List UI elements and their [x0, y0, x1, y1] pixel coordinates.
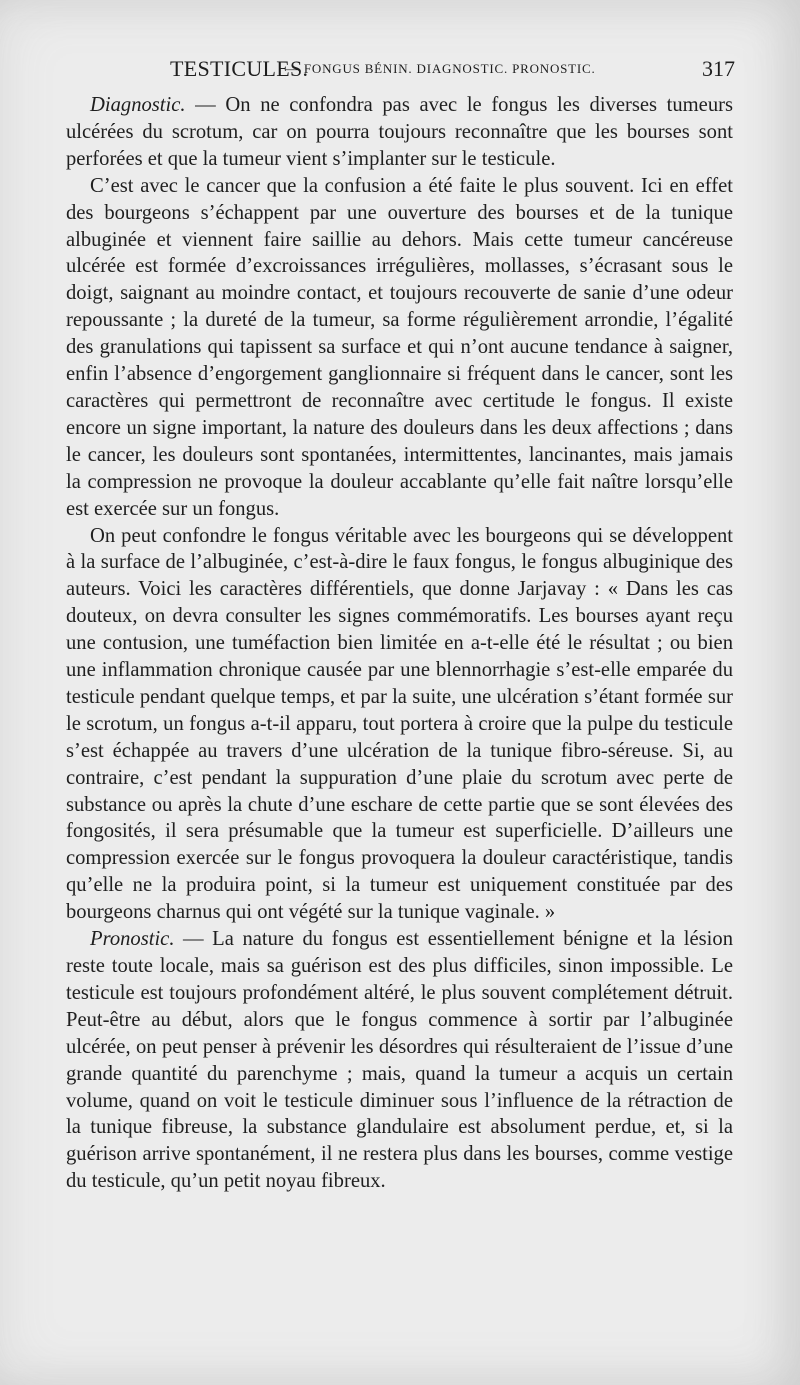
paragraph-pronostic	[66, 926, 733, 1195]
paragraph-cancer	[66, 173, 733, 523]
paragraph-text: C’est avec le cancer que la confusion a été faite le plus souvent. Ici en effet des bourgeons s’échappent par une ouverture des bourses et de la tunique albuginée et viennent faire saillie au dehors. Mais cette tumeur cancéreuse ulcérée est formée d’excroissances irrégulières, mollasses, s’écrasant sous le doigt, saignant au moindre contact, et toujours recouverte de sanie d’une odeur repoussante ; la dureté de la tumeur, sa forme régulièrement arrondie, l’égalité des granulations qui tapissent sa surface et qui n’ont aucune tendance à saigner, enfin l’absence d’engorgement ganglionnaire si fréquent dans le cancer, sont les caractères qui permettront de reconnaître avec certitude le fongus. Il existe encore un signe important, la nature des douleurs dans les deux affections ; dans le cancer, les douleurs sont spontanées, intermittentes, lancinantes, mais jamais la compression ne provoque la douleur accablante qu’elle fait naître lorsqu’elle est exercée sur un fongus.	[66, 174, 733, 520]
paragraph-text: On peut confondre le fongus véritable avec les bourgeons qui se développent à la surface de l’albuginée, c’est-à-dire le faux fongus, le fongus albuginique des auteurs. Voici les caractères différentiels, que donne Jarjavay : « Dans les cas douteux, on devra consulter les signes commémoratifs. Les bourses ayant reçu une contusion, une tuméfaction bien limitée en a-t-elle été le résultat ; ou bien une inflammation chronique causée par une blennorrhagie s’est-elle emparée du testicule pendant quelque temps, et par la suite, une ulcération s’étant formée sur le scrotum, un fongus a-t-il apparu, tout portera à croire que la pulpe du testicule s’est échappée au travers d’une ulcération de la tunique fibro-séreuse. Si, au contraire, c’est pendant la suppuration d’une plaie du scrotum avec perte de substance ou après la chute d’une eschare de cette partie que se sont élevées des fongosités, il sera présumable que la tumeur est superficielle. D’ailleurs une compression exercée sur le fongus provoquera la douleur caractéristique, tandis qu’elle ne la produira point, si la tumeur est uniquement constituée par des bourgeons charnus qui ont végété sur la tunique vaginale. »	[66, 524, 733, 924]
body-text	[66, 92, 733, 1195]
paragraph-faux-fongus	[66, 523, 733, 927]
page-number: 317	[702, 56, 735, 81]
running-header	[170, 56, 735, 86]
paragraph-text: — La nature du fongus est essentiellement bénigne et la lésion reste toute locale, mais sa guérison est des plus difficiles, sinon impossible. Le testicule est toujours profondément altéré, le plus souvent complétement détruit. Peut-être au début, alors que le fongus commence à sortir par l’albuginée ulcérée, on peut penser à prévenir les désordres qui résulteraient de l’issue d’une grande quantité du parenchyme ; mais, quand la tumeur a acquis un certain volume, quand on voit le testicule diminuer sous l’influence de la rétraction de la tunique fibreuse, la substance glandulaire est absolument perdue, et, si la guérison arrive spontanément, il ne restera plus dans les bourses, comme vestige du testicule, qu’un petit noyau fibreux.	[66, 928, 733, 1193]
running-subtitle: — FONGUS BÉNIN. DIAGNOSTIC. PRONOSTIC.	[286, 61, 596, 76]
paragraph-diagnostic	[66, 92, 733, 173]
section-label-pronostic: Pronostic.	[90, 928, 175, 951]
section-label-diagnostic: Diagnostic.	[90, 94, 186, 116]
paragraph-text: — On ne confondra pas avec le fongus les diverses tumeurs ulcérées du scrotum, car on pourra toujours reconnaître que les bourses sont perforées et que la tumeur vient s’implanter sur le testicule.	[66, 94, 733, 170]
running-title: TESTICULES.	[170, 56, 309, 81]
